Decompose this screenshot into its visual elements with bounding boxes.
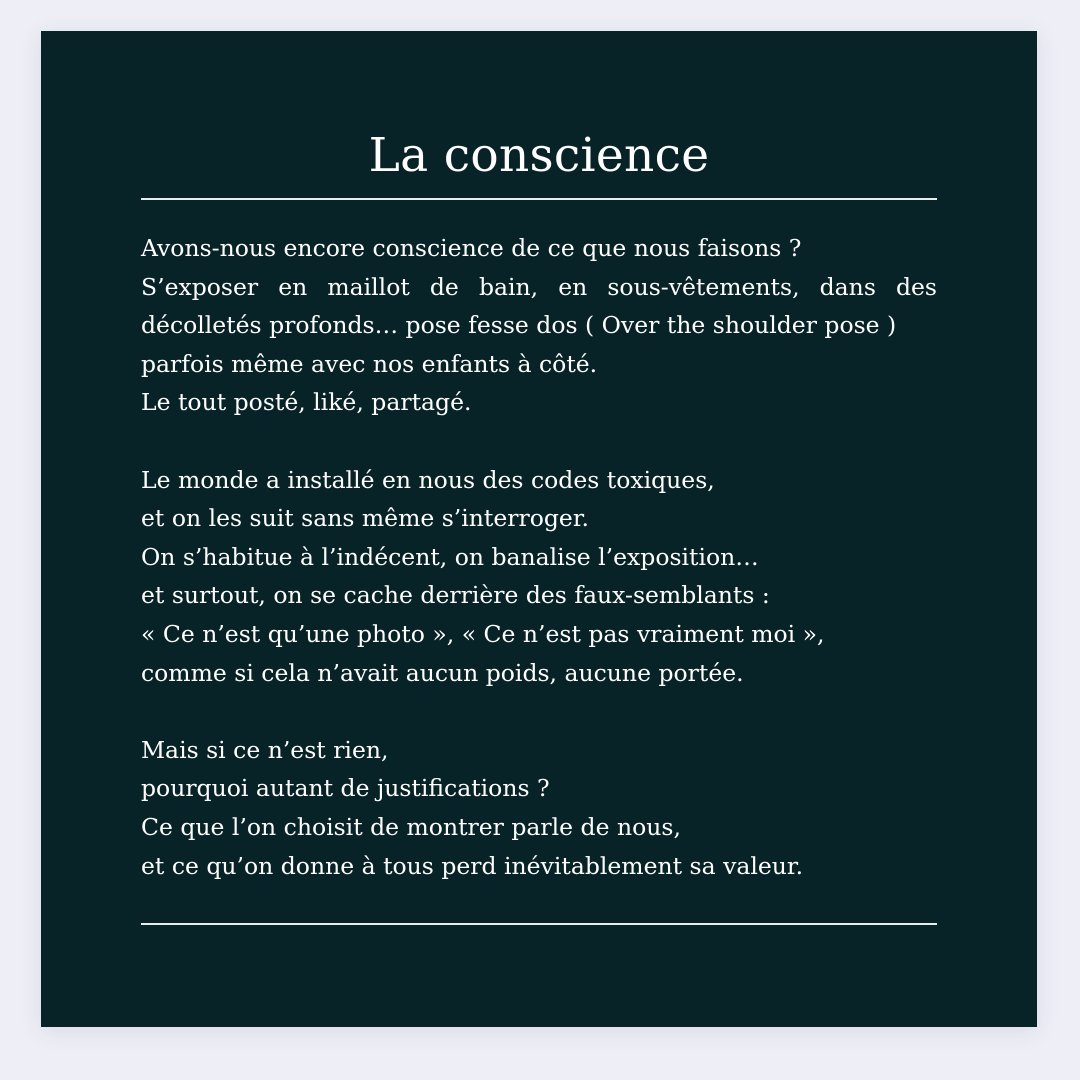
poem-line: et ce qu’on donne à tous perd inévitablement sa valeur. [141, 851, 804, 880]
poem-line: Mais si ce n’est rien, [141, 735, 389, 764]
poem-title: La conscience [368, 128, 710, 183]
stanza-2 [141, 461, 937, 693]
poem-line: On s’habitue à l’indécent, on banalise l’exposition… [141, 542, 759, 571]
poem-line: Ce que l’on choisit de montrer parle de nous, [141, 812, 681, 841]
poem-body [141, 229, 937, 885]
poem-line: Avons-nous encore conscience de ce que nous faisons ? [141, 234, 802, 262]
poem-line: décolletés profonds… pose fesse dos ( Over the shoulder pose ) [141, 311, 897, 340]
top-divider [141, 198, 937, 200]
poem-card [41, 31, 1037, 1027]
poem-line: et on les suit sans même s’interroger. [141, 504, 589, 533]
stanza-3 [141, 731, 937, 885]
poem-line: Le tout posté, liké, partagé. [141, 388, 472, 417]
poem-line: comme si cela n’avait aucun poids, aucune portée. [141, 658, 744, 687]
poem-line: Le monde a installé en nous des codes toxiques, [141, 465, 715, 494]
poem-line: S’exposer en maillot de bain, en sous-vêtements, dans des [141, 272, 937, 301]
poem-line: pourquoi autant de justifications ? [141, 774, 550, 803]
bottom-divider [141, 923, 937, 925]
poem-line: « Ce n’est qu’une photo », « Ce n’est pas vraiment moi », [141, 619, 825, 648]
poem-line: parfois même avec nos enfants à côté. [141, 349, 598, 378]
poem-line: et surtout, on se cache derrière des faux-semblants : [141, 581, 770, 610]
stanza-1 [141, 229, 937, 422]
